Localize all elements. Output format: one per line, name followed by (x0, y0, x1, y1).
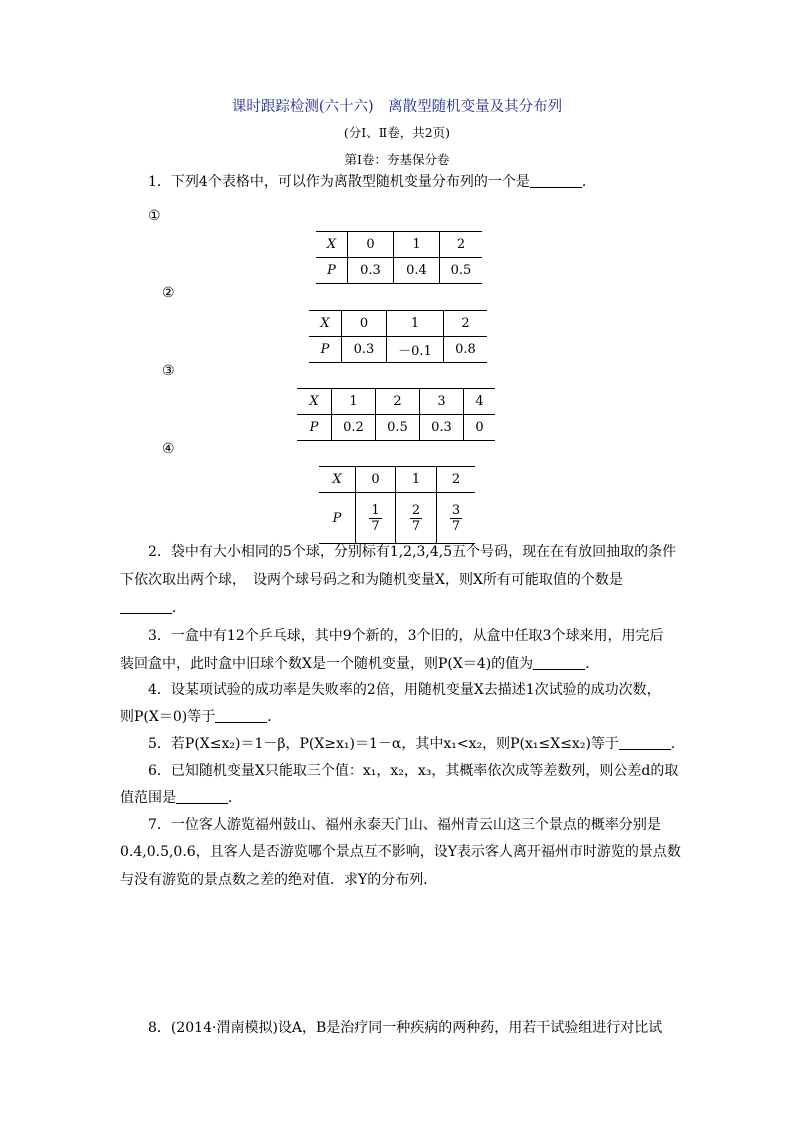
question-7-line-1: 7．一位客人游览福州鼓山、福州永泰天门山、福州青云山这三个景点的概率分别是 (148, 817, 661, 833)
p-value: 0.5 (440, 258, 483, 284)
distribution-table-4 (319, 466, 475, 544)
answer-blank (215, 708, 267, 723)
x-value: 1 (394, 232, 440, 258)
x-value: 0 (342, 311, 387, 337)
question-6-line-2: 值范围是 ． (120, 790, 242, 806)
option-3-marker: ③ (162, 363, 175, 379)
x-label: X (319, 467, 356, 493)
answer-blank (533, 655, 585, 670)
p-value: 0.3 (420, 415, 464, 441)
question-2-line-1: 2．袋中有大小相同的5个球，分别标有1,2,3,4,5五个号码，现在在有放回抽取的条件 (148, 544, 677, 560)
x-value: 1 (332, 389, 376, 415)
x-value: 2 (437, 467, 476, 493)
question-7-line-2: 0.4,0.5,0.6，且客人是否游览哪个景点互不影响，设Y表示客人离开福州市时游览的景点数 (120, 844, 681, 860)
x-value: 2 (444, 311, 488, 337)
x-value: 1 (396, 467, 437, 493)
question-7-line-3: 与没有游览的景点数之差的绝对值．求Y的分布列． (120, 872, 438, 888)
p-value: 0 (464, 415, 496, 441)
distribution-table-2 (309, 310, 487, 363)
p-fraction-cell (437, 493, 476, 544)
p-value: 0.3 (342, 337, 387, 363)
p-label: P (309, 337, 342, 363)
answer-blank (120, 599, 172, 614)
p-value: 0.5 (376, 415, 420, 441)
answer-blank (619, 735, 671, 750)
x-value: 2 (376, 389, 420, 415)
x-value: 4 (464, 389, 496, 415)
x-label: X (297, 389, 332, 415)
answer-blank (530, 173, 582, 188)
p-fraction-cell (356, 493, 396, 544)
p-value: 0.3 (348, 258, 394, 284)
question-3-line-1: 3．一盒中有12个乒乓球，其中9个新的，3个旧的，从盒中任取3个球来用，用完后 (148, 628, 664, 644)
x-value: 1 (387, 311, 444, 337)
x-label: X (316, 232, 348, 258)
x-value: 3 (420, 389, 464, 415)
question-6-line-1: 6．已知随机变量X只能取三个值：x₁，x₂，x₃，其概率依次成等差数列，则公差d的取 (148, 763, 679, 779)
question-5: 5．若P(X≤x₂)＝1－β，P(X≥x₁)＝1－α，其中x₁<x₂，则P(x₁≤X≤x₂)等于 ． (148, 736, 685, 752)
option-1-marker: ① (148, 208, 161, 224)
x-value: 0 (356, 467, 396, 493)
question-2-line-2: 下依次取出两个球， 设两个球号码之和为随机变量X，则X所有可能取值的个数是 (120, 572, 623, 588)
p-label: P (316, 258, 348, 284)
p-fraction-cell (396, 493, 437, 544)
p-value: 0.4 (394, 258, 440, 284)
distribution-table-1 (316, 231, 482, 284)
p-label: P (319, 493, 356, 544)
question-4-line-1: 4．设某项试验的成功率是失败率的2倍，用随机变量X去描述1次试验的成功次数， (148, 682, 661, 698)
fraction: $\frac{3}{7}$ (451, 502, 461, 534)
question-1-text: 1．下列4个表格中，可以作为离散型随机变量分布列的一个是 (148, 174, 530, 190)
p-value: 0.8 (444, 337, 488, 363)
option-2-marker: ② (162, 285, 175, 301)
option-4-marker: ④ (162, 441, 175, 457)
x-label: X (309, 311, 342, 337)
question-2-line-3: ． (120, 594, 680, 622)
p-label: P (297, 415, 332, 441)
question-8-line-1: 8．(2014·渭南模拟)设A，B是治疗同一种疾病的两种药，用若干试验组进行对比试 (148, 1020, 663, 1036)
distribution-table-3 (297, 388, 495, 441)
x-value: 2 (440, 232, 483, 258)
p-value: －0.1 (387, 337, 444, 363)
p-value: 0.2 (332, 415, 376, 441)
question-3-line-2: 装回盒中，此时盒中旧球个数X是一个随机变量，则P(X＝4)的值为 ． (120, 656, 600, 672)
page-title: 课时跟踪检测(六十六) 离散型随机变量及其分布列 (231, 99, 563, 115)
fraction: $\frac{1}{7}$ (371, 502, 380, 534)
answer-blank (176, 789, 228, 804)
page-subtitle: (分Ⅰ、Ⅱ卷，共2页) (343, 125, 451, 140)
question-1: 1．下列4个表格中，可以作为离散型随机变量分布列的一个是 ． (148, 174, 596, 190)
fraction: $\frac{2}{7}$ (411, 502, 421, 534)
question-4-line-2: 则P(X＝0)等于 ． (120, 709, 282, 725)
section-heading: 第Ⅰ卷：夯基保分卷 (344, 152, 450, 167)
x-value: 0 (348, 232, 394, 258)
